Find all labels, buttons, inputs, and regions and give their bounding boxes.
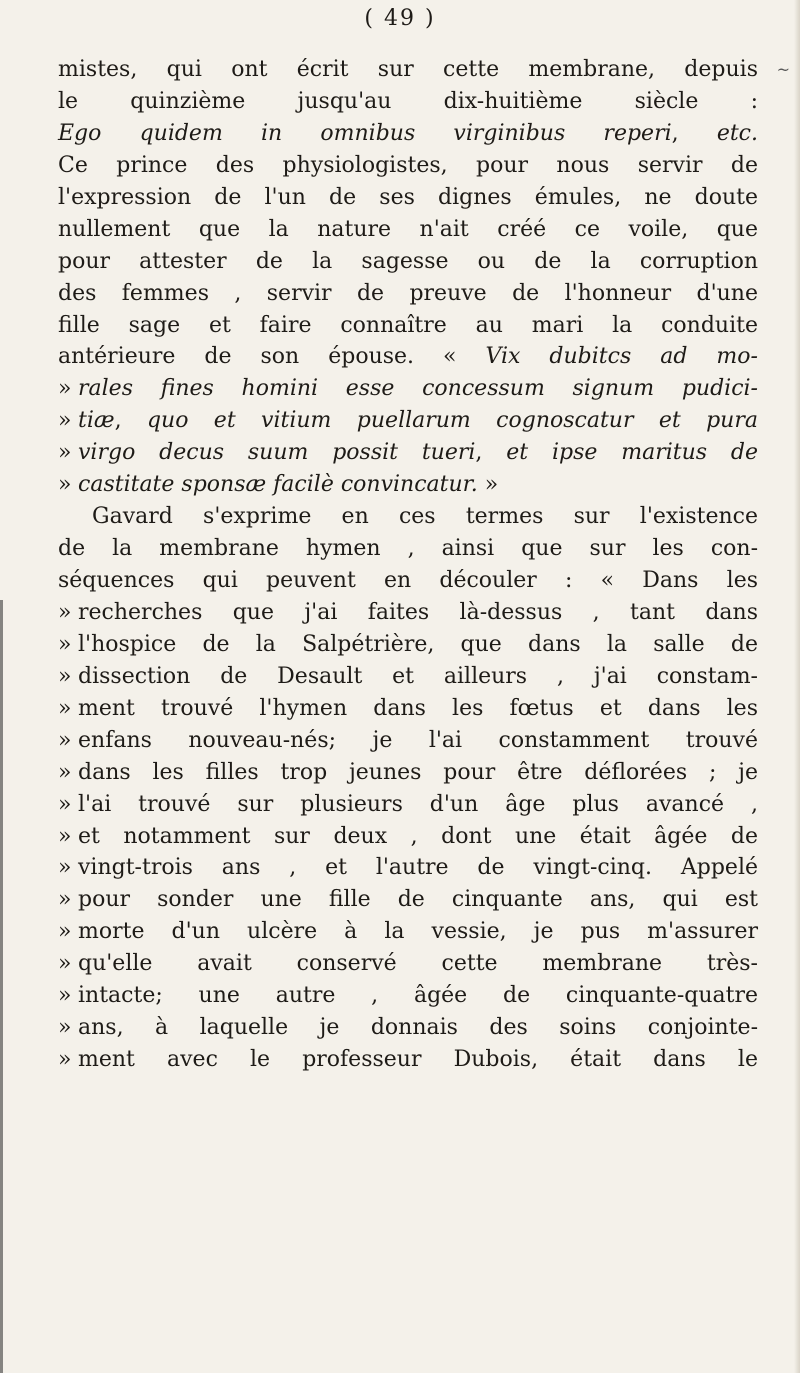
text-line <box>58 150 758 182</box>
quote-mark: » <box>58 887 72 913</box>
quote-mark: » <box>58 855 72 881</box>
quote-mark: » <box>58 1047 72 1073</box>
quote-mark: » <box>58 440 72 466</box>
text-segment: nullement que la nature n'ait créé ce voile, que <box>58 216 758 242</box>
text-line <box>58 725 758 757</box>
text-line <box>58 118 758 150</box>
body-text <box>58 54 758 1076</box>
text-line <box>58 214 758 246</box>
text-line <box>58 980 758 1012</box>
text-segment: vingt-trois ans , et l'autre de vingt-cinq. Appelé <box>78 855 758 881</box>
text-line <box>58 182 758 214</box>
italic-text: etc. <box>716 120 758 146</box>
text-segment: pour attester de la sagesse ou de la corruption <box>58 248 758 274</box>
text-segment: dissection de Desault et ailleurs , j'ai constam- <box>78 663 758 689</box>
text-line <box>58 86 758 118</box>
quote-mark: » <box>58 759 72 785</box>
text-line <box>58 405 758 437</box>
text-segment: fille sage et faire connaître au mari la conduite <box>58 312 758 338</box>
text-segment: et notamment sur deux , dont une était âgée de <box>78 823 758 849</box>
italic-text: castitate sponsæ facilè convincatur. <box>78 472 478 498</box>
text-segment: intacte; une autre , âgée de cinquante-quatre <box>78 983 758 1009</box>
quote-mark: » <box>58 408 72 434</box>
text-line <box>58 852 758 884</box>
text-line <box>58 693 758 725</box>
text-segment: ment avec le professeur Dubois, était dans le <box>78 1047 758 1073</box>
text-segment: séquences qui peuvent en découler : « Dans les <box>58 568 758 593</box>
text-line <box>58 1044 758 1076</box>
text-line <box>58 629 758 661</box>
text-line <box>58 821 758 853</box>
text-segment: de la membrane hymen , ainsi que sur les con- <box>58 536 758 562</box>
text-segment: l'ai trouvé sur plusieurs d'un âge plus avancé , <box>78 791 758 817</box>
text-line <box>58 373 758 405</box>
text-segment: qu'elle avait conservé cette membrane très- <box>78 951 758 977</box>
corner-mark: ~ <box>776 60 790 79</box>
quote-mark: » <box>58 983 72 1009</box>
text-line <box>58 916 758 948</box>
quote-mark: » <box>58 599 72 625</box>
text-segment: morte d'un ulcère à la vessie, je pus m'assurer <box>78 919 758 945</box>
text-line <box>58 533 758 565</box>
text-segment: l'hospice de la Salpétrière, que dans la salle de <box>78 631 758 657</box>
quote-mark: » <box>58 663 72 689</box>
text-segment: dans les filles trop jeunes pour être déflorées ; je <box>78 759 758 785</box>
text-segment: , <box>475 440 507 466</box>
text-line <box>58 341 758 373</box>
quote-mark: » <box>58 919 72 945</box>
text-line <box>58 501 758 533</box>
page-edge-shadow <box>0 600 3 1373</box>
text-segment: Gavard s'exprime en ces termes sur l'existence <box>92 504 758 530</box>
text-segment: » <box>477 472 499 498</box>
text-segment: , <box>114 408 147 434</box>
quote-mark: » <box>58 823 72 849</box>
text-segment: ans, à laquelle je donnais des soins conjointe- <box>78 1015 758 1041</box>
text-segment: enfans nouveau-nés; je l'ai constamment trouvé <box>78 727 758 753</box>
quote-mark: » <box>58 472 72 498</box>
quote-mark: » <box>58 631 72 657</box>
text-line <box>58 437 758 469</box>
page-edge-fold <box>794 0 800 1373</box>
text-line <box>58 469 758 501</box>
italic-text: Vix dubitcs ad mo- <box>485 344 758 370</box>
text-line <box>58 278 758 310</box>
quote-mark: » <box>58 791 72 817</box>
quote-mark: » <box>58 695 72 721</box>
text-line <box>58 884 758 916</box>
italic-text: Ego quidem in omnibus virginibus reperi <box>58 120 672 146</box>
text-line <box>58 757 758 789</box>
text-segment: mistes, qui ont écrit sur cette membrane, depuis <box>58 57 758 82</box>
text-line <box>58 1012 758 1044</box>
italic-text: virgo decus suum possit tueri <box>78 440 476 466</box>
italic-text: et ipse maritus de <box>506 440 758 466</box>
text-segment: le quinzième jusqu'au dix-huitième siècle : <box>58 88 758 114</box>
text-line <box>58 948 758 980</box>
text-line <box>58 597 758 629</box>
text-line <box>58 54 758 86</box>
text-line <box>58 310 758 342</box>
text-segment: ment trouvé l'hymen dans les fœtus et dans les <box>78 695 758 721</box>
italic-text: quo et vitium puellarum cognoscatur et pura <box>146 408 758 434</box>
italic-text: rales fines homini esse concessum signum pudici- <box>78 376 758 402</box>
text-segment: pour sonder une fille de cinquante ans, qui est <box>78 887 758 913</box>
page-number: ( 49 ) <box>364 6 436 31</box>
quote-mark: » <box>58 376 72 402</box>
text-line <box>58 246 758 278</box>
quote-mark: » <box>58 951 72 977</box>
quote-mark: » <box>58 1015 72 1041</box>
text-segment: , <box>671 120 717 146</box>
quote-mark: » <box>58 727 72 753</box>
text-segment: Ce prince des physiologistes, pour nous servir de <box>58 152 758 178</box>
text-segment: des femmes , servir de preuve de l'honneur d'une <box>58 280 758 306</box>
italic-text: tiæ <box>78 408 115 434</box>
text-line <box>58 789 758 821</box>
text-line <box>58 565 758 597</box>
text-segment: antérieure de son épouse. « <box>58 344 486 370</box>
text-segment: recherches que j'ai faites là-dessus , tant dans <box>78 599 758 625</box>
text-segment: l'expression de l'un de ses dignes émules, ne doute <box>58 184 758 210</box>
text-line <box>58 661 758 693</box>
